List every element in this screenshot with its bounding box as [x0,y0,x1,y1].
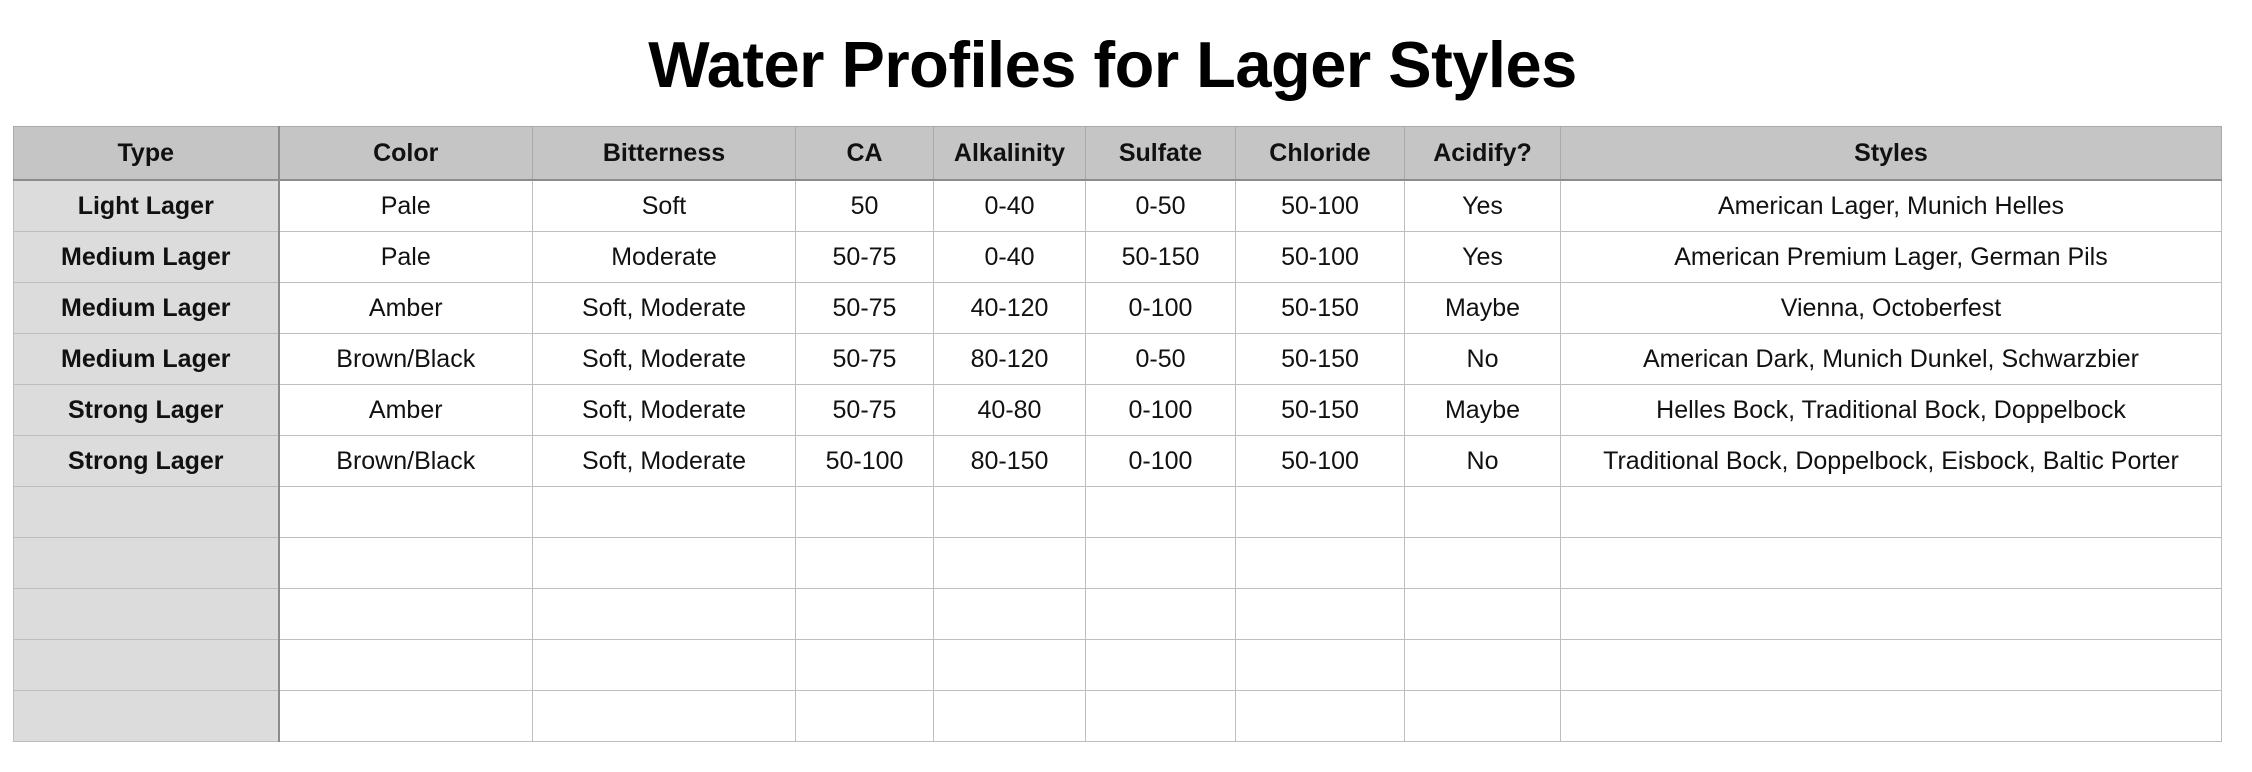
cell-ca[interactable] [796,589,934,640]
cell-color[interactable]: Brown/Black [279,436,533,487]
header-color[interactable]: Color [279,127,533,181]
cell-color[interactable]: Brown/Black [279,334,533,385]
cell-chloride[interactable]: 50-150 [1236,334,1405,385]
cell-sulfate[interactable]: 50-150 [1086,232,1236,283]
cell-acidify[interactable] [1405,538,1561,589]
header-acidify[interactable]: Acidify? [1405,127,1561,181]
cell-styles[interactable] [1561,538,2222,589]
cell-type[interactable] [14,538,279,589]
table-row [14,487,2222,538]
cell-acidify[interactable]: No [1405,436,1561,487]
cell-type[interactable]: Medium Lager [14,232,279,283]
cell-alkalinity[interactable] [934,640,1086,691]
cell-chloride[interactable] [1236,487,1405,538]
table-row [14,385,2222,436]
header-styles[interactable]: Styles [1561,127,2222,181]
cell-alkalinity[interactable]: 80-150 [934,436,1086,487]
cell-color[interactable] [279,691,533,742]
cell-bitterness[interactable]: Moderate [533,232,796,283]
cell-type[interactable]: Medium Lager [14,334,279,385]
cell-chloride[interactable]: 50-150 [1236,283,1405,334]
cell-acidify[interactable] [1405,691,1561,742]
cell-acidify[interactable]: Yes [1405,180,1561,232]
cell-chloride[interactable]: 50-150 [1236,385,1405,436]
cell-acidify[interactable]: Yes [1405,232,1561,283]
cell-styles[interactable] [1561,589,2222,640]
cell-alkalinity[interactable]: 0-40 [934,232,1086,283]
cell-alkalinity[interactable]: 0-40 [934,180,1086,232]
cell-type[interactable] [14,487,279,538]
cell-acidify[interactable]: Maybe [1405,283,1561,334]
page-title: Water Profiles for Lager Styles [648,28,1577,101]
table-row [14,334,2222,385]
cell-bitterness[interactable] [533,538,796,589]
cell-color[interactable]: Amber [279,385,533,436]
cell-styles[interactable] [1561,640,2222,691]
cell-color[interactable]: Pale [279,180,533,232]
cell-chloride[interactable] [1236,589,1405,640]
cell-chloride[interactable]: 50-100 [1236,232,1405,283]
cell-alkalinity[interactable] [934,487,1086,538]
cell-acidify[interactable]: No [1405,334,1561,385]
cell-bitterness[interactable]: Soft, Moderate [533,334,796,385]
header-alkalinity[interactable]: Alkalinity [934,127,1086,181]
cell-acidify[interactable] [1405,640,1561,691]
cell-bitterness[interactable]: Soft, Moderate [533,283,796,334]
cell-ca[interactable]: 50-100 [796,436,934,487]
cell-chloride[interactable]: 50-100 [1236,180,1405,232]
cell-sulfate[interactable]: 0-50 [1086,180,1236,232]
table-row [14,283,2222,334]
cell-ca[interactable] [796,691,934,742]
cell-styles[interactable]: Traditional Bock, Doppelbock, Eisbock, Baltic Porter [1561,436,2222,487]
cell-ca[interactable]: 50-75 [796,283,934,334]
header-chloride[interactable]: Chloride [1236,127,1405,181]
cell-styles[interactable]: Helles Bock, Traditional Bock, Doppelbock [1561,385,2222,436]
cell-type[interactable] [14,691,279,742]
cell-color[interactable] [279,487,533,538]
cell-sulfate[interactable]: 0-50 [1086,334,1236,385]
cell-chloride[interactable] [1236,691,1405,742]
cell-sulfate[interactable]: 0-100 [1086,436,1236,487]
cell-bitterness[interactable] [533,487,796,538]
cell-ca[interactable]: 50-75 [796,385,934,436]
cell-acidify[interactable] [1405,487,1561,538]
cell-bitterness[interactable]: Soft, Moderate [533,385,796,436]
cell-bitterness[interactable] [533,691,796,742]
cell-ca[interactable] [796,487,934,538]
cell-alkalinity[interactable] [934,538,1086,589]
header-bitterness[interactable]: Bitterness [533,127,796,181]
cell-color[interactable] [279,640,533,691]
header-type[interactable]: Type [14,127,279,181]
cell-type[interactable]: Light Lager [14,180,279,232]
cell-type[interactable]: Strong Lager [14,385,279,436]
header-row [14,127,2222,181]
cell-styles[interactable]: American Dark, Munich Dunkel, Schwarzbier [1561,334,2222,385]
cell-alkalinity[interactable]: 40-80 [934,385,1086,436]
cell-color[interactable] [279,589,533,640]
cell-sulfate[interactable] [1086,691,1236,742]
cell-styles[interactable] [1561,691,2222,742]
cell-sulfate[interactable]: 0-100 [1086,283,1236,334]
cell-color[interactable]: Pale [279,232,533,283]
cell-chloride[interactable] [1236,538,1405,589]
cell-acidify[interactable]: Maybe [1405,385,1561,436]
table-row [14,589,2222,640]
cell-ca[interactable] [796,640,934,691]
cell-alkalinity[interactable] [934,589,1086,640]
cell-ca[interactable]: 50-75 [796,334,934,385]
cell-type[interactable] [14,640,279,691]
cell-sulfate[interactable] [1086,640,1236,691]
cell-sulfate[interactable] [1086,487,1236,538]
cell-type[interactable]: Medium Lager [14,283,279,334]
table-row [14,538,2222,589]
cell-sulfate[interactable]: 0-100 [1086,385,1236,436]
cell-ca[interactable]: 50-75 [796,232,934,283]
cell-bitterness[interactable]: Soft, Moderate [533,436,796,487]
cell-sulfate[interactable] [1086,538,1236,589]
cell-alkalinity[interactable]: 80-120 [934,334,1086,385]
cell-ca[interactable]: 50 [796,180,934,232]
cell-styles[interactable]: American Lager, Munich Helles [1561,180,2222,232]
cell-alkalinity[interactable]: 40-120 [934,283,1086,334]
cell-color[interactable]: Amber [279,283,533,334]
cell-bitterness[interactable] [533,589,796,640]
header-sulfate[interactable]: Sulfate [1086,127,1236,181]
table-row [14,691,2222,742]
header-ca[interactable]: CA [796,127,934,181]
cell-color[interactable] [279,538,533,589]
cell-ca[interactable] [796,538,934,589]
cell-acidify[interactable] [1405,589,1561,640]
cell-alkalinity[interactable] [934,691,1086,742]
table-row [14,232,2222,283]
water-profile-table [13,126,2222,742]
table-row [14,640,2222,691]
cell-chloride[interactable]: 50-100 [1236,436,1405,487]
cell-styles[interactable] [1561,487,2222,538]
cell-styles[interactable]: American Premium Lager, German Pils [1561,232,2222,283]
table-row [14,436,2222,487]
cell-chloride[interactable] [1236,640,1405,691]
cell-type[interactable]: Strong Lager [14,436,279,487]
cell-sulfate[interactable] [1086,589,1236,640]
cell-styles[interactable]: Vienna, Octoberfest [1561,283,2222,334]
table-row [14,180,2222,232]
cell-bitterness[interactable]: Soft [533,180,796,232]
cell-bitterness[interactable] [533,640,796,691]
cell-type[interactable] [14,589,279,640]
